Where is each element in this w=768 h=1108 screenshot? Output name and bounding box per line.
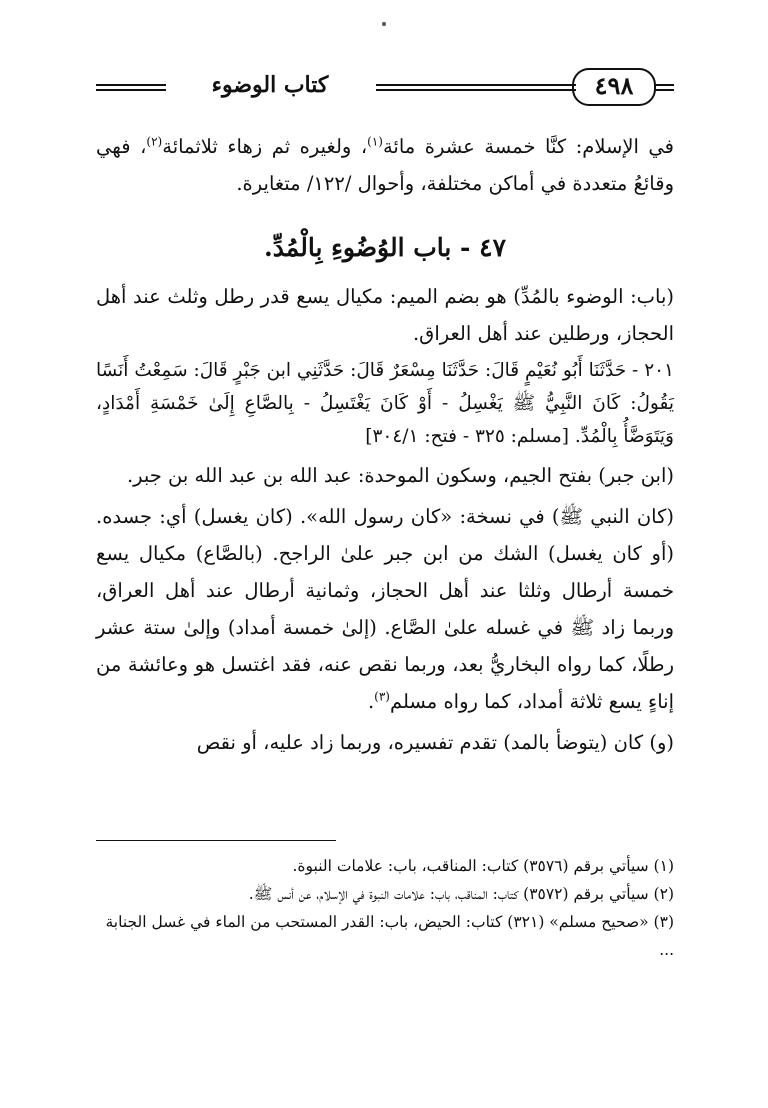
footnote-separator	[96, 840, 336, 841]
book-title: كتاب الوضوء	[211, 72, 329, 98]
chapter-heading: ٤٧ - باب الوُضُوءِ بِالْمُدِّ.	[263, 233, 506, 262]
header-rule-middle	[376, 84, 576, 91]
intro-text-2: ، ولغيره ثم زهاء ثلاثمائة	[162, 135, 368, 158]
commentary-last: (و) كان (يتوضأ بالمد) تقدم تفسيره، وربما زاد عليه، أو نقص	[196, 731, 674, 754]
footnotes	[96, 852, 674, 964]
intro-text-1: في الإسلام: كنَّا خمسة عشرة مائة	[382, 135, 674, 158]
intro-text-3: ، فهي وقائعُ متعددة في أماكن مختلفة، وأحوال /١٢٢/ متغايرة.	[96, 135, 674, 195]
footnote-1: (١) سيأتي برقم (٣٥٧٦) كتاب: المناقب، باب: علامات النبوة.	[292, 857, 674, 875]
commentary-ibn-jabr: (ابن جبر) بفتح الجيم، وسكون الموحدة: عبد الله بن عبد الله بن جبر.	[126, 464, 674, 487]
footnote-2: (٢) سيأتي برقم (٣٥٧٢) كتاب: المناقب، باب: علامات النبوة في الإسلام، عن أنس ﷺ.	[248, 885, 674, 903]
running-header	[96, 71, 674, 106]
hadith-text: ٢٠١ - حَدَّثَنَا أَبُو نُعَيْمٍ قَالَ: حَدَّثَنَا مِسْعَرٌ قَالَ: حَدَّثَنِي ابن جَبْرٍ قَالَ: سَمِعْتُ أَنَسًا يَقُولُ: كَانَ النَّبِيُّ ﷺ يَغْسِلُ - أَوْ كَانَ يَغْتَسِلُ - بِالصَّاعِ إِلَىٰ خَمْسَةِ أَمْدَادٍ، وَيَتَوَضَّأُ بِالْمُدِّ. [مسلم: ٣٢٥ - فتح: ٣٠٤/١]	[96, 360, 674, 447]
commentary-bab: (باب: الوضوء بالمُدِّ) هو بضم الميم: مكيال يسع قدر رطل وثلث عند أهل الحجاز، ورطلين عند أهل العراق.	[96, 285, 674, 345]
footnote-3: (٣) «صحيح مسلم» (٣٢١) كتاب: الحيض، باب: القدر المستحب من الماء في غسل الجنابة ...	[105, 913, 674, 959]
commentary-kan-text: (كان النبي ﷺ) في نسخة: «كان رسول الله». (كان يغسل) أي: جسده. (أو كان يغسل) الشك من ابن جبر علىٰ الراجح. (بالصَّاع) مكيال يسع خمسة أرطال وثلثا عند أهل الحجاز، وثمانية أرطال عند أهل العراق، وربما زاد ﷺ في غسله علىٰ الصَّاع. (إلىٰ خمسة أمداد) وإلىٰ ستة عشر رطلًا، كما رواه البخاريُّ بعد، وربما نقص عنه، فقد اغتسل هو وعائشة من إناءٍ يسع ثلاثة أمداد، كما رواه مسلم	[96, 505, 674, 713]
header-rule-right	[654, 84, 674, 91]
intro-paragraph	[96, 128, 674, 202]
page-mark	[382, 22, 386, 26]
page-number: ٤٩٨	[572, 68, 656, 106]
commentary-kan-end: .	[367, 690, 375, 713]
main-text	[96, 128, 674, 761]
footnote-ref-3: (٣)	[374, 689, 390, 704]
footnote-ref-1: (١)	[367, 134, 383, 149]
commentary-kan	[96, 498, 674, 720]
footnote-ref-2: (٢)	[146, 134, 163, 149]
header-rule-left	[96, 84, 166, 91]
